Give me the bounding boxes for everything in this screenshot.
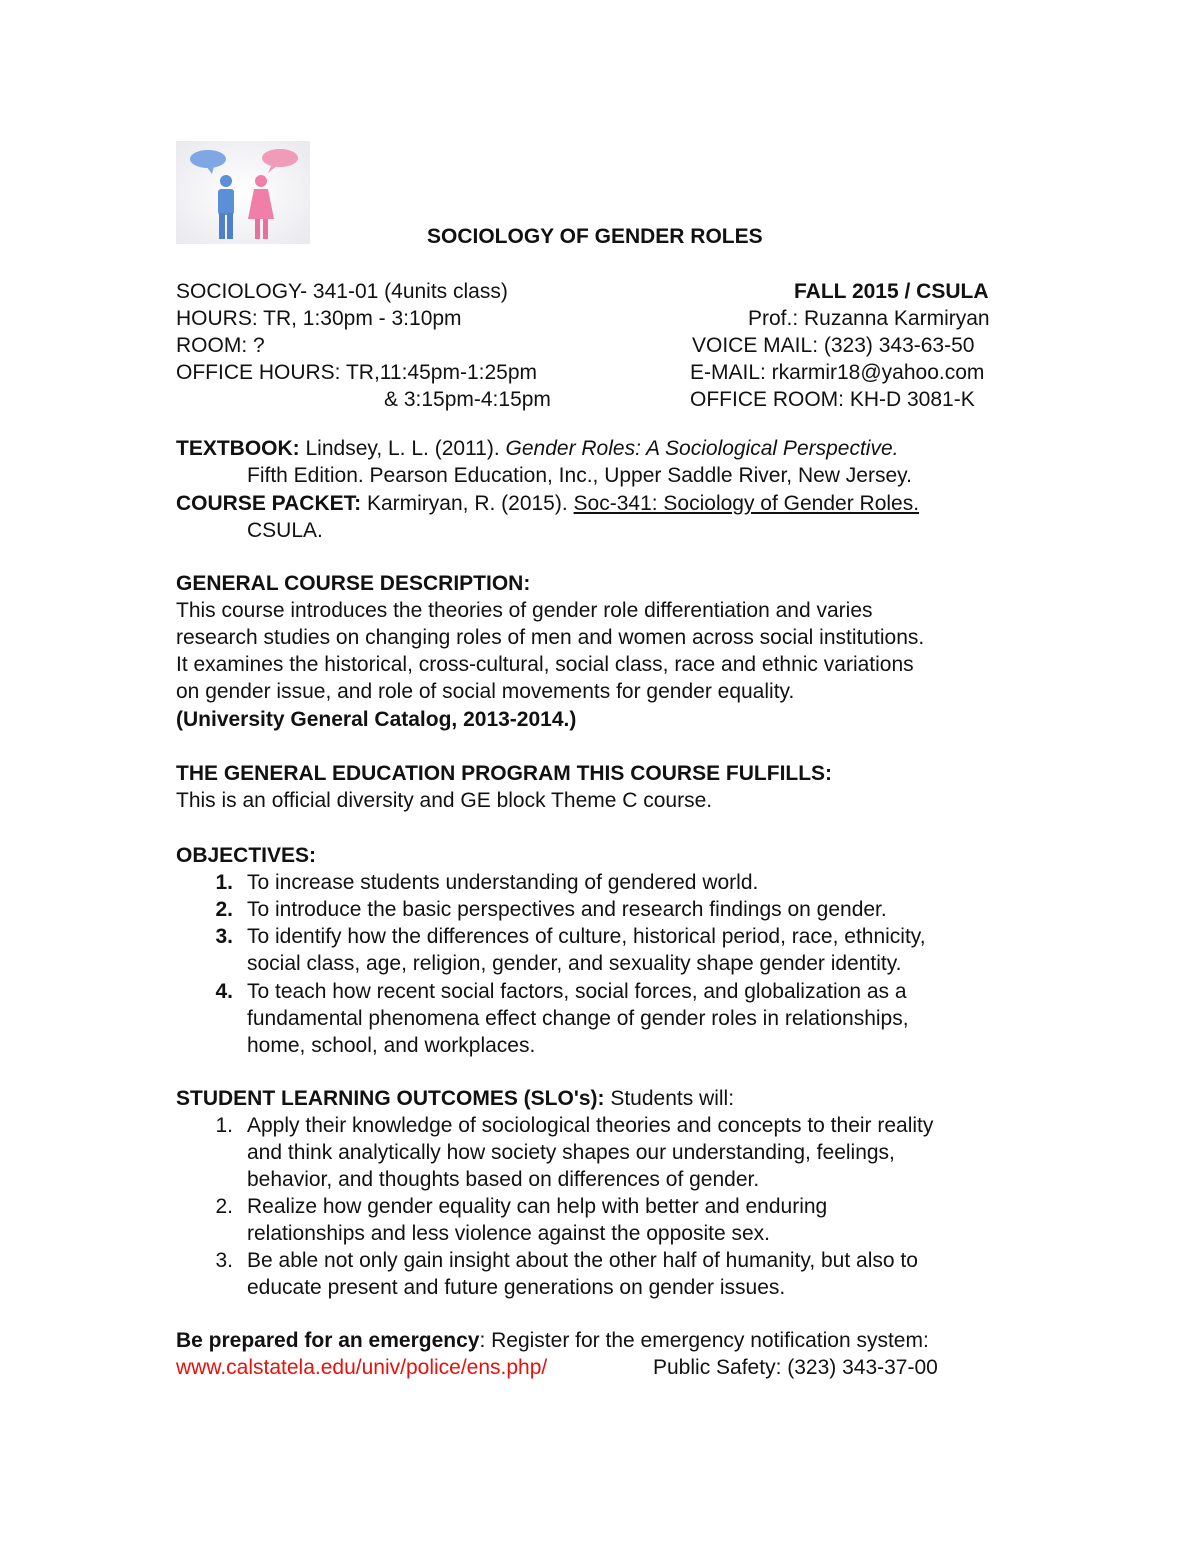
outcome-text: relationships and less violence against the opposite sex. bbox=[247, 1222, 770, 1245]
description-line: on gender issue, and role of social movements for gender equality. bbox=[176, 680, 795, 703]
packet-title: Soc-341: Sociology of Gender Roles. bbox=[573, 492, 920, 515]
course-number: SOCIOLOGY- 341-01 (4units class) bbox=[176, 280, 508, 303]
description-line: It examines the historical, cross-cultural, social class, race and ethnic variations bbox=[176, 653, 914, 676]
professor-name: Prof.: Ruzanna Karmiryan bbox=[748, 307, 990, 330]
packet-author: Karmiryan, R. (2015). bbox=[361, 492, 574, 515]
objective-text: To increase students understanding of gendered world. bbox=[247, 871, 759, 894]
outcome-text: and think analytically how society shapes our understanding, feelings, bbox=[247, 1141, 895, 1164]
textbook-author: Lindsey, L. L. (2011). bbox=[299, 437, 506, 460]
term: FALL 2015 / CSULA bbox=[794, 280, 989, 303]
class-room: ROOM: ? bbox=[176, 334, 265, 357]
gender-logo-image bbox=[176, 141, 310, 244]
objective-number: 4. bbox=[215, 980, 233, 1003]
class-hours: HOURS: TR, 1:30pm - 3:10pm bbox=[176, 307, 462, 330]
description-line: This course introduces the theories of gender role differentiation and varies bbox=[176, 599, 873, 622]
office-hours-extra: & 3:15pm-4:15pm bbox=[384, 388, 551, 411]
outcome-text: behavior, and thoughts based on differences of gender. bbox=[247, 1168, 760, 1191]
outcome-number: 3. bbox=[215, 1249, 233, 1272]
objective-text: To introduce the basic perspectives and research findings on gender. bbox=[247, 898, 887, 921]
objective-number: 3. bbox=[215, 925, 233, 948]
objective-number: 2. bbox=[215, 898, 233, 921]
textbook-title: Gender Roles: A Sociological Perspective. bbox=[505, 437, 899, 460]
emergency-link[interactable]: www.calstatela.edu/univ/police/ens.php/ bbox=[176, 1356, 548, 1379]
outcomes-heading-line bbox=[176, 1085, 734, 1112]
outcome-text: Apply their knowledge of sociological theories and concepts to their reality bbox=[247, 1114, 934, 1137]
outcome-number: 2. bbox=[215, 1195, 233, 1218]
objective-text: To teach how recent social factors, social forces, and globalization as a bbox=[247, 980, 907, 1003]
description-heading: GENERAL COURSE DESCRIPTION: bbox=[176, 572, 531, 595]
textbook-publisher: Fifth Edition. Pearson Education, Inc., Upper Saddle River, New Jersey. bbox=[247, 464, 912, 487]
office-hours: OFFICE HOURS: TR,11:45pm-1:25pm bbox=[176, 361, 537, 384]
outcome-number: 1. bbox=[215, 1114, 233, 1137]
packet-line bbox=[176, 490, 919, 517]
public-safety-phone: Public Safety: (323) 343-37-00 bbox=[653, 1356, 938, 1379]
outcome-text: educate present and future generations on gender issues. bbox=[247, 1276, 786, 1299]
textbook-label: TEXTBOOK: bbox=[176, 437, 300, 460]
objective-text: social class, age, religion, gender, and sexuality shape gender identity. bbox=[247, 952, 902, 975]
emergency-label: Be prepared for an emergency bbox=[176, 1329, 480, 1352]
objective-number: 1. bbox=[215, 871, 233, 894]
objective-text: fundamental phenomena effect change of gender roles in relationships, bbox=[247, 1007, 909, 1030]
ge-text: This is an official diversity and GE block Theme C course. bbox=[176, 789, 713, 812]
objectives-heading: OBJECTIVES: bbox=[176, 844, 317, 867]
packet-label: COURSE PACKET: bbox=[176, 492, 362, 515]
description-line: research studies on changing roles of men and women across social institutions. bbox=[176, 626, 925, 649]
office-room: OFFICE ROOM: KH-D 3081-K bbox=[690, 388, 975, 411]
document-title: SOCIOLOGY OF GENDER ROLES bbox=[427, 225, 763, 248]
emergency-text: : Register for the emergency notification system: bbox=[479, 1329, 929, 1352]
objective-text: home, school, and workplaces. bbox=[247, 1034, 536, 1057]
outcomes-intro: Students will: bbox=[604, 1087, 735, 1110]
outcomes-heading: STUDENT LEARNING OUTCOMES (SLO's): bbox=[176, 1087, 605, 1110]
emergency-line bbox=[176, 1327, 929, 1354]
voice-mail: VOICE MAIL: (323) 343-63-50 bbox=[692, 334, 975, 357]
textbook-line bbox=[176, 435, 899, 462]
objective-text: To identify how the differences of culture, historical period, race, ethnicity, bbox=[247, 925, 926, 948]
email: E-MAIL: rkarmir18@yahoo.com bbox=[690, 361, 985, 384]
outcome-text: Be able not only gain insight about the other half of humanity, but also to bbox=[247, 1249, 918, 1272]
ge-heading: THE GENERAL EDUCATION PROGRAM THIS COURSE FULFILLS: bbox=[176, 762, 833, 785]
packet-institution: CSULA. bbox=[247, 519, 323, 542]
outcome-text: Realize how gender equality can help with better and enduring bbox=[247, 1195, 828, 1218]
description-source: (University General Catalog, 2013-2014.) bbox=[176, 708, 577, 731]
